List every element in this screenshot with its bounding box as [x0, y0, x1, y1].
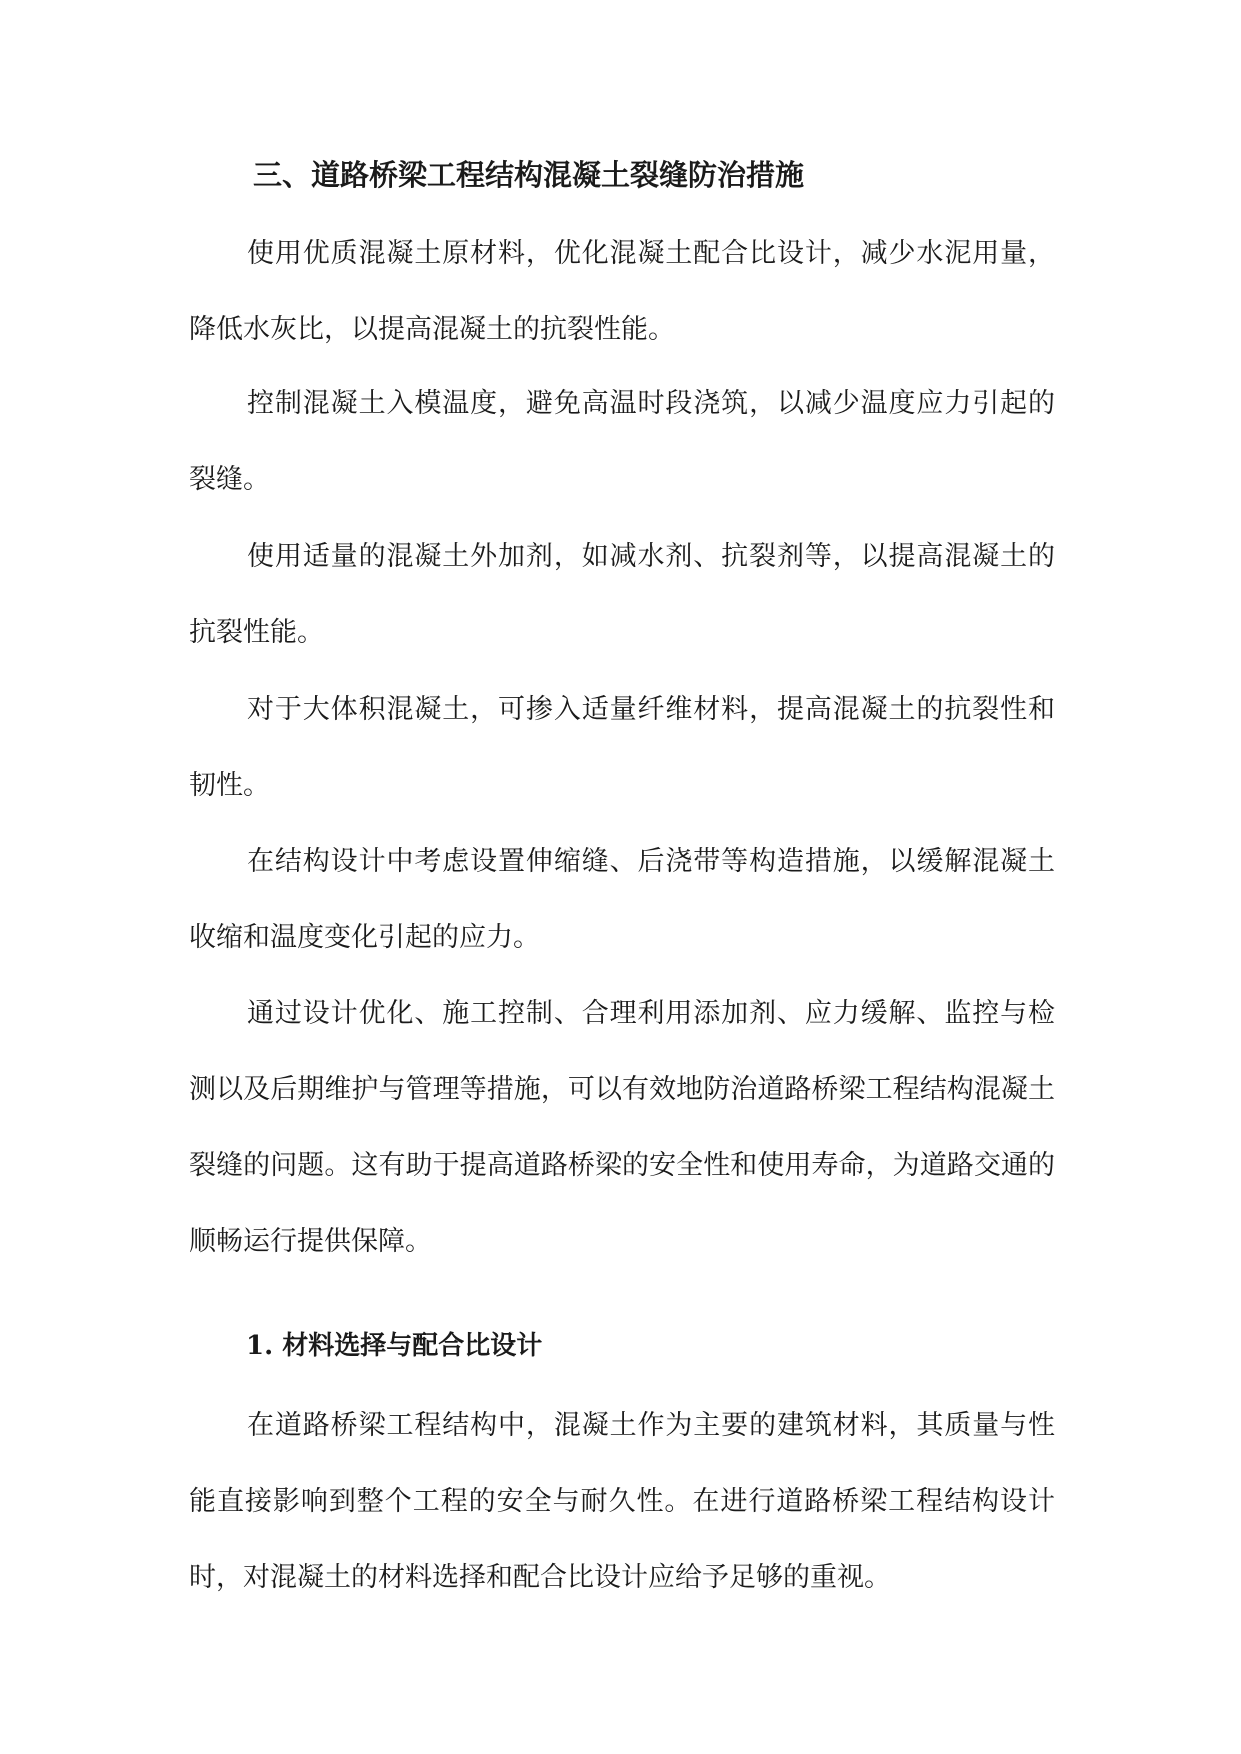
- paragraph: 通过设计优化、施工控制、合理利用添加剂、应力缓解、监控与检测以及后期维护与管理等措施，可以有效地防治道路桥梁工程结构混凝土裂缝的问题。这有助于提高道路桥梁的安全性和使用寿命，为道路交通的顺畅运行提供保障。: [189, 998, 1055, 1257]
- paragraph: 控制混凝土入模温度，避免高温时段浇筑，以减少温度应力引起的裂缝。: [189, 388, 1055, 495]
- paragraph: 在道路桥梁工程结构中，混凝土作为主要的建筑材料，其质量与性能直接影响到整个工程的安全与耐久性。在进行道路桥梁工程结构设计时，对混凝土的材料选择和配合比设计应给予足够的重视。: [189, 1410, 1055, 1593]
- paragraph: 对于大体积混凝土，可掺入适量纤维材料，提高混凝土的抗裂性和韧性。: [189, 694, 1055, 801]
- subsection-heading: 1. 材料选择与配合比设计: [246, 1331, 543, 1361]
- paragraph: 使用优质混凝土原材料，优化混凝土配合比设计，减少水泥用量，降低水灰比，以提高混凝土的抗裂性能。: [189, 238, 1055, 345]
- section-heading: 三、道路桥梁工程结构混凝土裂缝防治措施: [253, 158, 805, 192]
- paragraph: 使用适量的混凝土外加剂，如减水剂、抗裂剂等，以提高混凝土的抗裂性能。: [189, 541, 1055, 648]
- paragraph: 在结构设计中考虑设置伸缩缝、后浇带等构造措施，以缓解混凝土收缩和温度变化引起的应力。: [189, 846, 1055, 953]
